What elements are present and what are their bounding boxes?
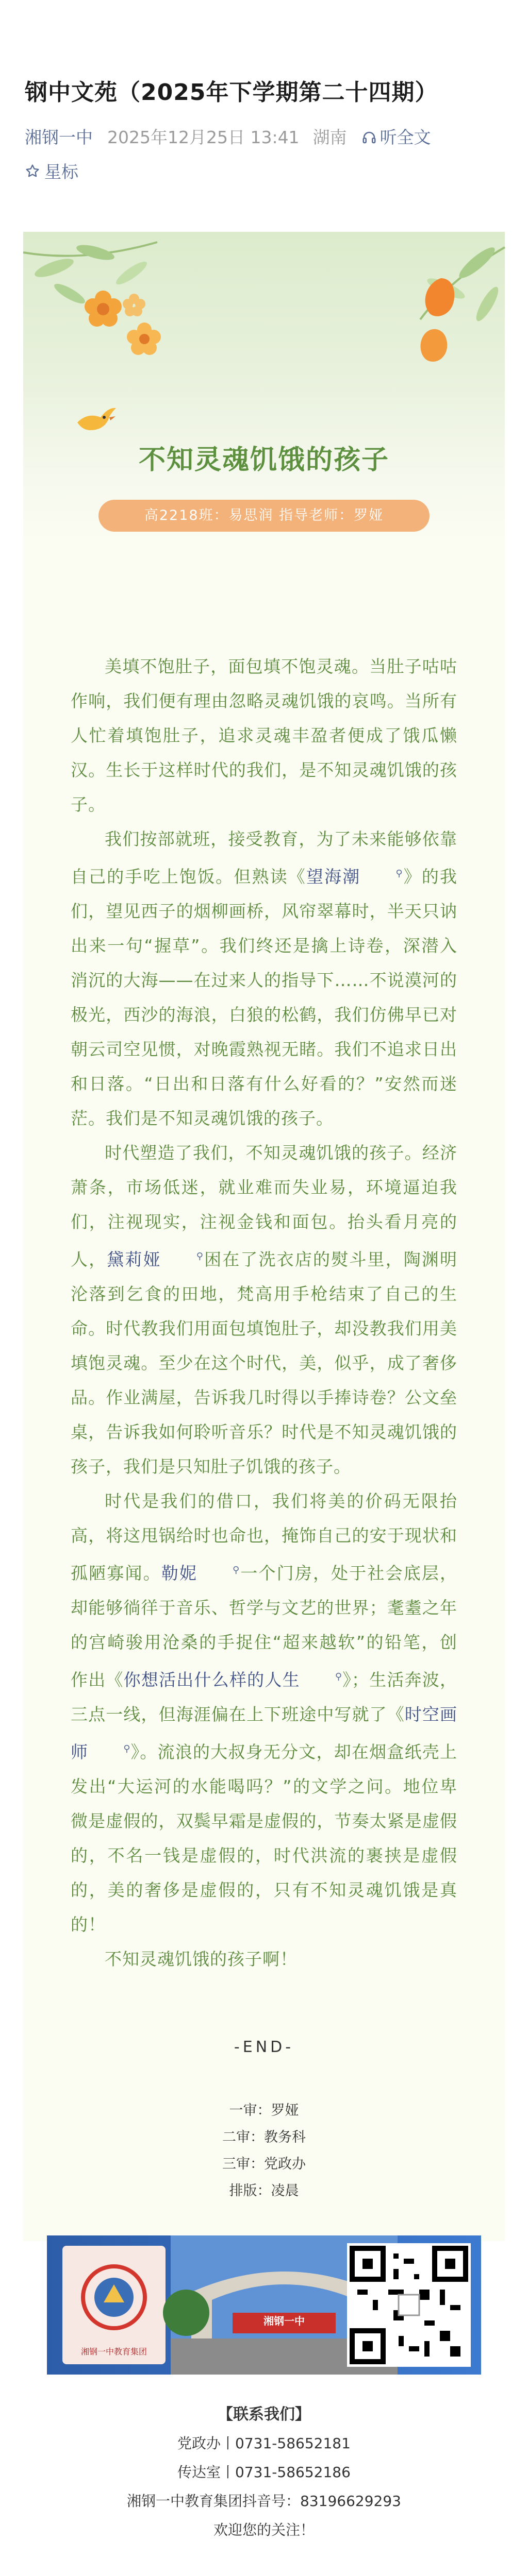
paragraph-text: 时代是我们的借口，我们将美的价码无限抬高，将这甩锅给时也命也，掩饰自己的安于现状和孤陋寡闻。 bbox=[71, 1491, 457, 1583]
editor-credits bbox=[23, 2097, 505, 2205]
credit-line: 三审：党政办 bbox=[222, 2156, 306, 2172]
search-keyword-link[interactable]: 时空画师 bbox=[71, 1704, 458, 1762]
contact-line: 传达室丨0731-58652186 bbox=[177, 2464, 351, 2481]
search-icon[interactable]: ⚲ bbox=[196, 1251, 204, 1262]
credit-line: 二审：教务科 bbox=[222, 2129, 306, 2145]
school-emblem-icon bbox=[78, 2261, 150, 2333]
promo-caption: 湘钢一中 bbox=[263, 2315, 305, 2327]
paragraph-text: 时代塑造了我们，不知灵魂饥饿的孩子。经济萧条，市场低迷，就业难而失业易，环境逼迫我们，注视现实，注视金钱和面包。抬头看月亮的人， bbox=[71, 1143, 457, 1269]
credit-line: 一审：罗娅 bbox=[229, 2103, 299, 2119]
contact-line: 湘钢一中教育集团抖音号：83196629293 bbox=[127, 2493, 401, 2510]
article-title: 钢中文苑（2025年下学期第二十四期） bbox=[25, 79, 438, 106]
listen-full-label: 听全文 bbox=[380, 127, 431, 147]
account-name-link[interactable]: 湘钢一中 bbox=[25, 127, 93, 147]
bird-icon bbox=[72, 402, 119, 438]
paragraph-text: 不知灵魂饥饿的孩子啊！ bbox=[105, 1949, 298, 1969]
paragraph-text: 》；生活奔波，三点一线，但海涯偏在上下班途中写就了《 bbox=[71, 1670, 458, 1724]
publish-location: 湖南 bbox=[312, 127, 347, 147]
search-keyword-link[interactable]: 勒妮 bbox=[161, 1563, 198, 1583]
paragraph-text: 》。流浪的大叔身无分文，却在烟盒纸壳上发出“大运河的水能喝吗？”的文学之问。地位卑微是虚假的，双鬓早霜是虚假的，节奏太紧是虚假的，不名一钱是虚假的，时代洪流的裹挟是虚假的，美的奢侈是虚假的，只有不知灵魂饥饿是真的！ bbox=[71, 1742, 458, 1935]
article-paragraph bbox=[71, 1484, 457, 1942]
article-header bbox=[0, 0, 528, 182]
school-logo-badge bbox=[62, 2246, 166, 2364]
contact-line: 欢迎您的关注！ bbox=[213, 2521, 315, 2538]
contact-section bbox=[23, 2400, 505, 2545]
orange-bud-icon bbox=[410, 273, 472, 376]
publish-date: 2025年12月25日 13:41 bbox=[107, 127, 300, 147]
article-body bbox=[23, 649, 505, 1976]
listen-full-button[interactable] bbox=[361, 126, 431, 149]
paragraph-text: 困在了洗衣店的熨斗里，陶渊明沦落到乞食的田地，梵高用手枪结束了自己的生命。时代教我们用面包填饱肚子，却没教我们用美填饱灵魂。至少在这个时代，美，似乎，成了奢侈品。作业满屋，告诉我几时得以手捧诗卷？公文垒桌，告诉我如何聆听音乐？时代是不知灵魂饥饿的孩子，我们是只知肚子饥饿的孩子。 bbox=[71, 1249, 458, 1477]
article-paragraph bbox=[71, 1942, 457, 1976]
school-promo-image bbox=[47, 2235, 481, 2375]
article-paragraph bbox=[71, 1136, 457, 1484]
search-icon[interactable]: ⚲ bbox=[395, 868, 403, 879]
article-heading: 不知灵魂饥饿的孩子 bbox=[138, 445, 389, 476]
contact-title: 【联系我们】 bbox=[218, 2405, 310, 2424]
end-marker: -END- bbox=[234, 2038, 294, 2056]
credit-line: 排版：凌晨 bbox=[229, 2183, 299, 2199]
search-icon[interactable]: ⚲ bbox=[335, 1671, 342, 1682]
search-keyword-link[interactable]: 你想活出什么样的人生 bbox=[123, 1670, 300, 1690]
article-paragraph bbox=[71, 822, 457, 1136]
paragraph-text: 》的我们，望见西子的烟柳画桥，风帘翠幕时，半天只讷出来一句“握草”。我们终还是擒上诗卷，深潜入消沉的大海——在过来人的指导下……不说漠河的极光，西沙的海浪，白狼的松鹤，我们仿佛早已对朝云司空见惯，对晚霞熟视无睹。我们不追求日出和日落。“日出和日落有什么好看的？”安然而迷茫。我们是不知灵魂饥饿的孩子。 bbox=[71, 867, 458, 1128]
search-icon[interactable]: ⚲ bbox=[233, 1565, 240, 1575]
search-icon[interactable]: ⚲ bbox=[123, 1743, 131, 1754]
contact-line: 党政办丨0731-58652181 bbox=[177, 2435, 351, 2452]
article-paragraph bbox=[71, 649, 457, 822]
paragraph-text: 我们按部就班，接受教育，为了未来能够依靠自己的手吃上饱饭。但熟读《 bbox=[71, 829, 457, 887]
search-keyword-link[interactable]: 黛莉娅 bbox=[107, 1249, 161, 1269]
promo-badge-label: 湘钢一中教育集团 bbox=[80, 2347, 147, 2357]
author-byline-pill: 高2218班：易思润 指导老师：罗娅 bbox=[98, 500, 430, 532]
paragraph-text: 一个门房，处于社会底层，却能够徜徉于音乐、哲学与文艺的世界；耄耋之年的宫崎骏用沧桑的手捉住“超来越软”的铅笔，创作出《 bbox=[71, 1563, 458, 1690]
qr-code-image bbox=[347, 2243, 471, 2367]
orange-flower-icon bbox=[72, 278, 175, 381]
article-card bbox=[23, 232, 505, 2538]
star-icon bbox=[25, 163, 40, 179]
headphones-icon bbox=[361, 130, 377, 145]
search-keyword-link[interactable]: 望海潮 bbox=[306, 867, 361, 887]
star-button[interactable] bbox=[25, 159, 503, 183]
star-label: 星标 bbox=[44, 162, 78, 182]
paragraph-text: 美填不饱肚子，面包填不饱灵魂。当肚子咕咕作响，我们便有理由忽略灵魂饥饿的哀鸣。当所有人忙着填饱肚子，追求灵魂丰盈者便成了饿瓜懒汉。生长于这样时代的我们，是不知灵魂饥饿的孩子。 bbox=[71, 656, 457, 815]
article-meta bbox=[25, 126, 503, 149]
article-banner bbox=[23, 232, 505, 541]
